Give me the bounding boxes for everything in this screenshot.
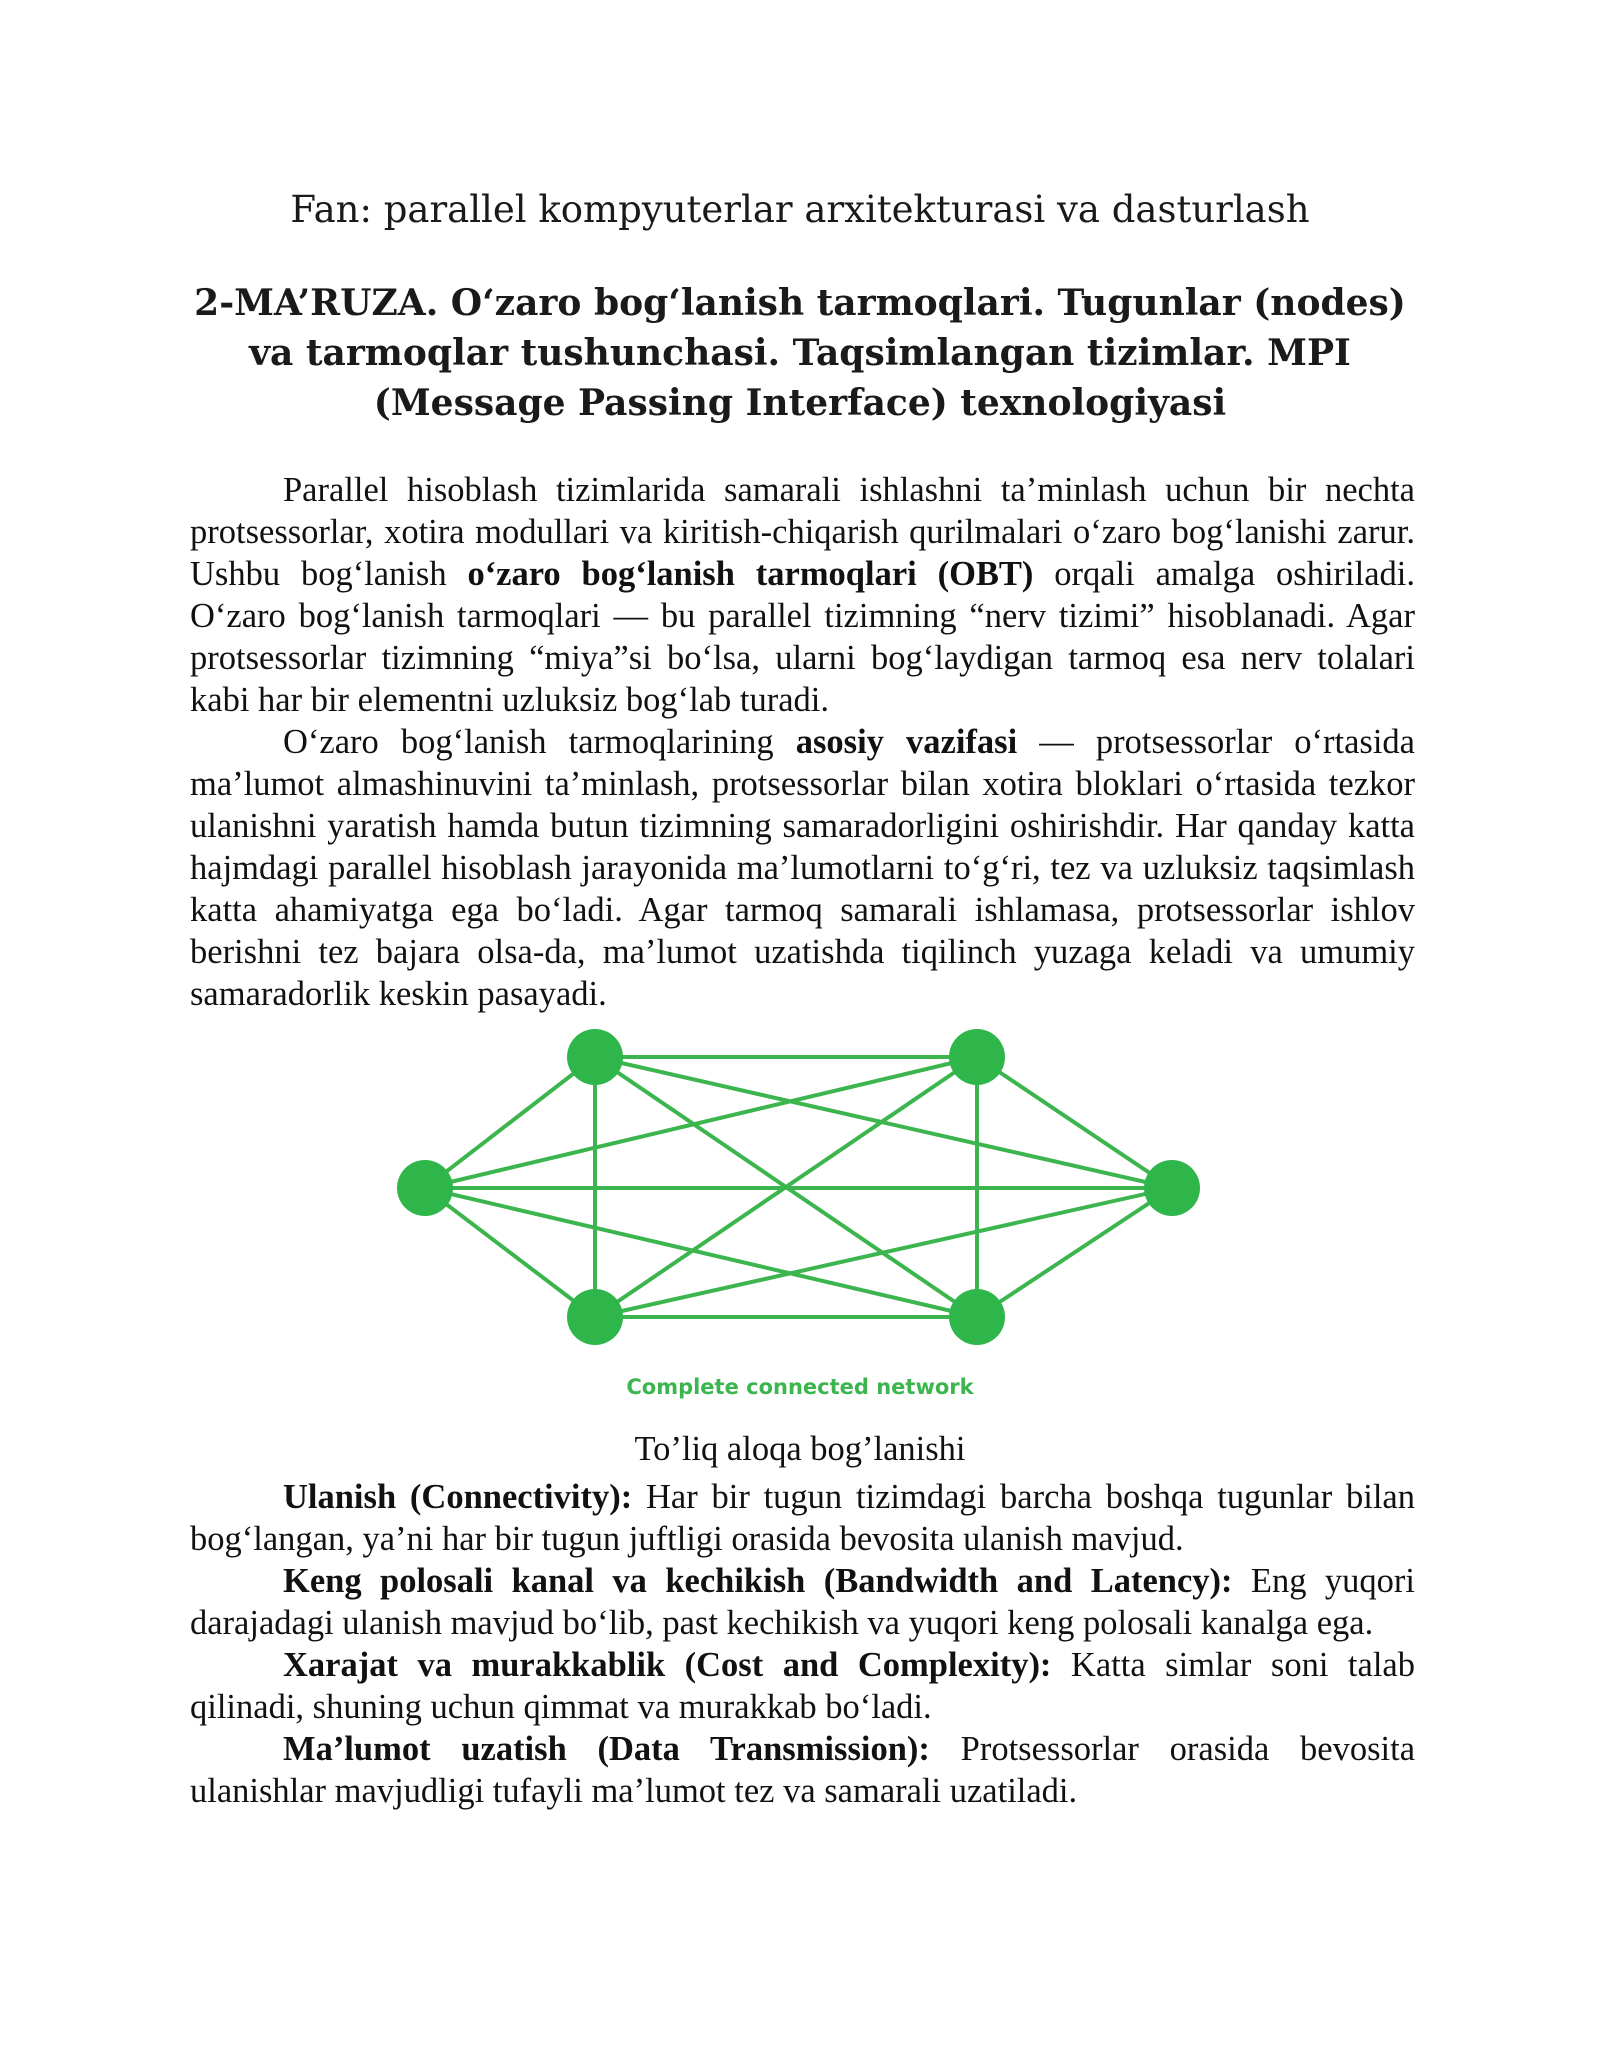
property-text: Har bir tugun tizimdagi barcha boshqa tugunlar bilan bog‘langan, ya’ni har bir tugun juftligi orasida bevosita ulanish mavjud. — [190, 1478, 1415, 1558]
network-edge — [595, 1188, 1172, 1317]
network-edges — [425, 1057, 1172, 1317]
intro-p1-text-b: orqali amalga oshiriladi. O‘zaro bog‘lanish tarmoqlari — bu parallel tizimning “nerv tizimi” hisoblanadi. Agar protsessorlar tizimning “miya”si bo‘lsa, ularni bog‘laydigan tarmoq esa nerv tolalari kabi har bir elementni uzluksiz bog‘lab turadi. — [190, 555, 1415, 719]
properties-section — [190, 1476, 1415, 1812]
network-node — [949, 1029, 1005, 1085]
lecture-title: 2-MA’RUZA. O‘zaro bog‘lanish tarmoqlari. Tugunlar (nodes) va tarmoqlar tushunchasi. Taqsimlangan tizimlar. MPI (Message Passing Interface) texnologiyasi — [194, 282, 1406, 424]
property-text: Protsessorlar orasida bevosita ulanishlar mavjudligi tufayli ma’lumot tez va samarali uzatiladi. — [190, 1730, 1416, 1810]
intro-paragraph-1 — [190, 469, 1415, 721]
intro-section — [190, 469, 1415, 1015]
intro-p2-text-a: O‘zaro bog‘lanish tarmoqlarining — [283, 723, 796, 761]
property-term: Keng polosali kanal va kechikish (Bandwidth and Latency): — [283, 1562, 1233, 1600]
network-node — [567, 1029, 623, 1085]
property-term: Ma’lumot uzatish (Data Transmission): — [283, 1730, 930, 1768]
network-node — [397, 1160, 453, 1216]
property-term: Ulanish (Connectivity): — [283, 1478, 633, 1516]
figure-caption: To’liq aloqa bog’lanishi — [634, 1430, 966, 1468]
property-item — [190, 1728, 1415, 1812]
figure-label: Complete connected network — [626, 1375, 974, 1399]
complete-network-diagram — [385, 1020, 1215, 1400]
intro-p1-text-a: Parallel hisoblash tizimlarida samarali ishlashni ta’minlash uchun bir nechta protsessorlar, xotira modullari va kiritish-chiqarish qurilmalari o‘zaro bog‘lanishi zarur. Ushbu bog‘lanish — [190, 471, 1415, 593]
property-term: Xarajat va murakkablik (Cost and Complexity): — [283, 1646, 1052, 1684]
network-node — [1144, 1160, 1200, 1216]
property-text: Eng yuqori darajadagi ulanish mavjud bo‘lib, past kechikish va yuqori keng polosali kanalga ega. — [190, 1562, 1415, 1642]
property-item — [190, 1476, 1415, 1560]
subject-line: Fan: parallel kompyuterlar arxitekturasi va dasturlash — [290, 188, 1310, 231]
intro-p2-text-b: — protsessorlar o‘rtasida ma’lumot almashinuvini ta’minlash, protsessorlar bilan xotira bloklari o‘rtasida tezkor ulanishni yaratish hamda butun tizimning samaradorligini oshirishdir. Har qanday katta hajmdagi parallel hisoblash jarayonida ma’lumotlarni to‘g‘ri, tez va uzluksiz taqsimlash katta ahamiyatga ega bo‘ladi. Agar tarmoq samarali ishlamasa, protsessorlar ishlov berishni tez bajara olsa-da, ma’lumot uzatishda tiqilinch yuzaga keladi va umumiy samaradorlik keskin pasayadi. — [190, 723, 1415, 1013]
network-node — [567, 1289, 623, 1345]
network-edge — [977, 1188, 1172, 1317]
intro-paragraph-2 — [190, 721, 1415, 1015]
network-node — [949, 1289, 1005, 1345]
network-edge — [977, 1057, 1172, 1188]
property-item — [190, 1644, 1415, 1728]
property-item — [190, 1560, 1415, 1644]
intro-p1-bold-term: o‘zaro bog‘lanish tarmoqlari (OBT) — [467, 555, 1034, 593]
property-text: Katta simlar soni talab qilinadi, shuning uchun qimmat va murakkab bo‘ladi. — [190, 1646, 1415, 1726]
intro-p2-bold-term: asosiy vazifasi — [795, 723, 1018, 761]
